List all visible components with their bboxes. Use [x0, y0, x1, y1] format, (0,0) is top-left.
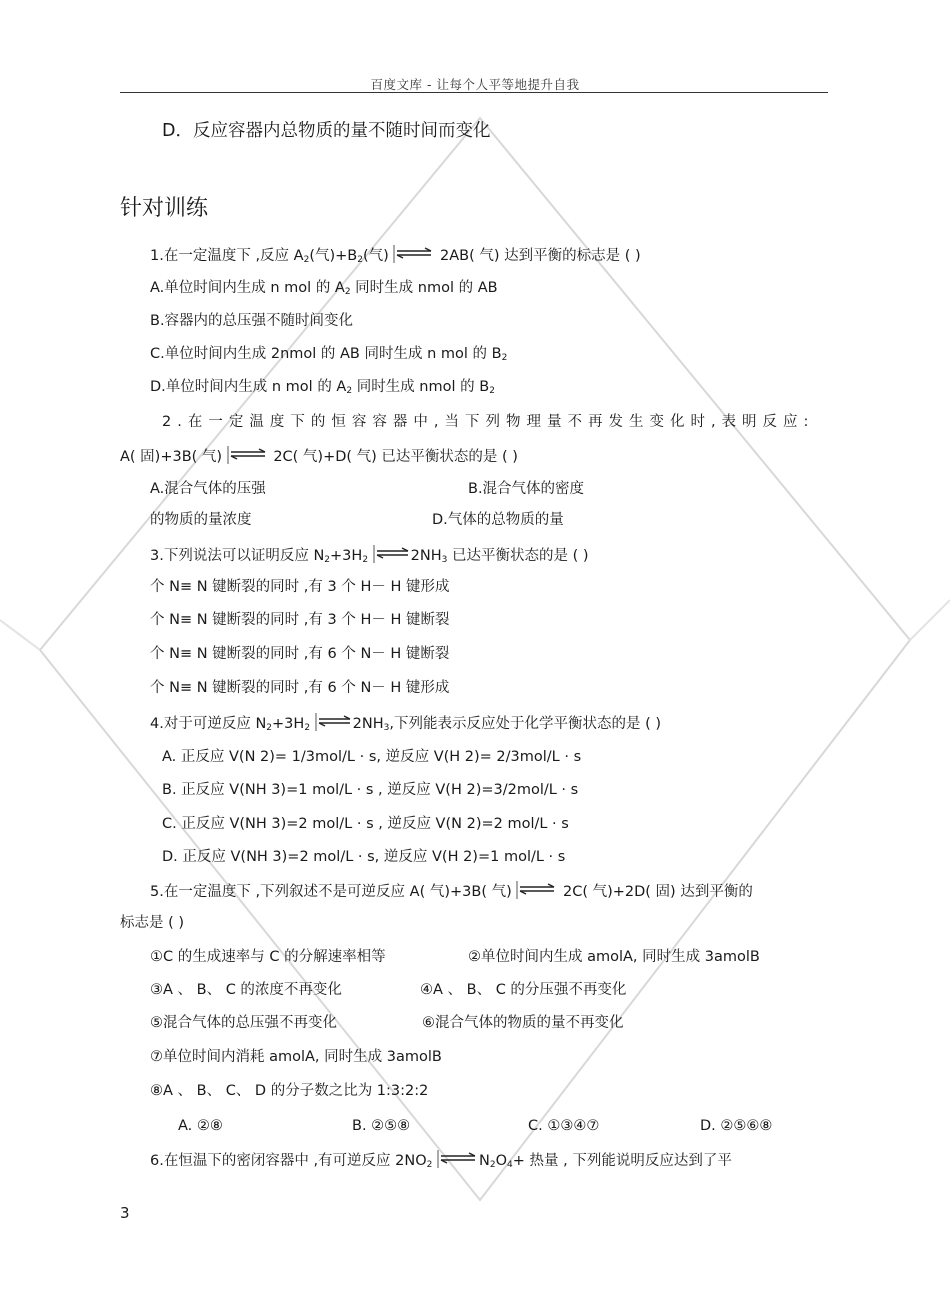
- q4-stem: 4.对于可逆反应 N2+3H2 2NH3,下列能表示反应处于化学平衡状态的是 ( ): [150, 713, 661, 736]
- q5-stem: 5.在一定温度下 ,下列叙述不是可逆反应 A( 气)+3B( 气) 2C( 气)+2D( 固) 达到平衡的: [150, 881, 753, 902]
- q1-option-d: D.单位时间内生成 n mol 的 A2 同时生成 nmol 的 B2: [150, 379, 495, 396]
- option-d-text: D．反应容器内总物质的量不随时间而变化: [162, 121, 491, 141]
- q5-statement-7: ⑦单位时间内消耗 amolA, 同时生成 3amolB: [150, 1049, 442, 1065]
- q5-statement-5: ⑤混合气体的总压强不再变化: [150, 1015, 337, 1031]
- header-rule: [120, 92, 828, 93]
- page-number: 3: [120, 1204, 130, 1222]
- q5-statement-2: ②单位时间内生成 amolA, 同时生成 3amolB: [468, 949, 760, 965]
- q1-option-b: B.容器内的总压强不随时间变化: [150, 313, 354, 329]
- q6-stem: 6.在恒温下的密闭容器中 ,有可逆反应 2NO2 N2O4+ 热量 , 下列能说明反应达到了平: [150, 1150, 732, 1173]
- section-title: 针对训练: [120, 196, 209, 221]
- equilibrium-arrow-icon: [373, 545, 411, 563]
- q1-option-a: A.单位时间内生成 n mol 的 A2 同时生成 nmol 的 AB: [150, 280, 498, 297]
- q1-option-c: C.单位时间内生成 2nmol 的 AB 同时生成 n mol 的 B2: [150, 346, 508, 363]
- q5-statement-3: ③A 、 B、 C 的浓度不再变化: [150, 982, 342, 998]
- q4-option-b: B. 正反应 V(NH 3)=1 mol/L · s , 逆反应 V(H 2)=3/2mol/L · s: [162, 782, 579, 798]
- q3-option-a: 个 N≡ N 键断裂的同时 ,有 3 个 H－ H 键形成: [150, 579, 450, 595]
- q2-option-c: 的物质的量浓度: [150, 512, 252, 528]
- q1-stem: 1.在一定温度下 ,反应 A2(气)+B2(气) 2AB( 气) 达到平衡的标志是 ( ): [150, 245, 641, 268]
- q5-choice-d: D. ②⑤⑥⑧: [700, 1118, 773, 1134]
- q2-reaction: A( 固)+3B( 气) 2C( 气)+D( 气) 已达平衡状态的是 ( ): [120, 446, 518, 467]
- q5-statement-4: ④A 、 B、 C 的分压强不再变化: [420, 982, 627, 998]
- q4-option-d: D. 正反应 V(NH 3)=2 mol/L · s, 逆反应 V(H 2)=1 mol/L · s: [162, 849, 566, 865]
- q2-stem: 2.在一定温度下的恒容容器中,当下列物理量不再发生变化时,表明反应:: [162, 414, 815, 430]
- q3-option-d: 个 N≡ N 键断裂的同时 ,有 6 个 N－ H 键形成: [150, 680, 450, 696]
- equilibrium-arrow-icon: [227, 446, 269, 464]
- q2-option-d: D.气体的总物质的量: [432, 512, 564, 528]
- q4-option-a: A. 正反应 V(N 2)= 1/3mol/L · s, 逆反应 V(H 2)= 2/3mol/L · s: [162, 749, 582, 765]
- page-header: 百度文库 - 让每个人平等地提升自我: [370, 77, 580, 92]
- q5-stem-continued: 标志是 ( ): [120, 915, 185, 931]
- q5-choice-a: A. ②⑧: [178, 1118, 223, 1134]
- q5-statement-1: ①C 的生成速率与 C 的分解速率相等: [150, 949, 386, 965]
- q3-option-c: 个 N≡ N 键断裂的同时 ,有 6 个 N－ H 键断裂: [150, 646, 450, 662]
- q2-option-b: B.混合气体的密度: [468, 481, 585, 497]
- equilibrium-arrow-icon: [315, 713, 353, 731]
- q3-option-b: 个 N≡ N 键断裂的同时 ,有 3 个 H－ H 键断裂: [150, 612, 450, 628]
- q5-statement-8: ⑧A 、 B、 C、 D 的分子数之比为 1:3:2:2: [150, 1083, 429, 1099]
- q5-choice-c: C. ①③④⑦: [528, 1118, 600, 1134]
- q4-option-c: C. 正反应 V(NH 3)=2 mol/L · s , 逆反应 V(N 2)=2 mol/L · s: [162, 816, 569, 832]
- q5-choice-b: B. ②⑤⑧: [352, 1118, 411, 1134]
- equilibrium-arrow-icon: [437, 1150, 479, 1168]
- q2-option-a: A.混合气体的压强: [150, 481, 266, 497]
- equilibrium-arrow-icon: [393, 245, 435, 263]
- q5-statement-6: ⑥混合气体的物质的量不再变化: [422, 1015, 624, 1031]
- equilibrium-arrow-icon: [516, 881, 558, 899]
- q3-stem: 3.下列说法可以证明反应 N2+3H2 2NH3 已达平衡状态的是 ( ): [150, 545, 589, 568]
